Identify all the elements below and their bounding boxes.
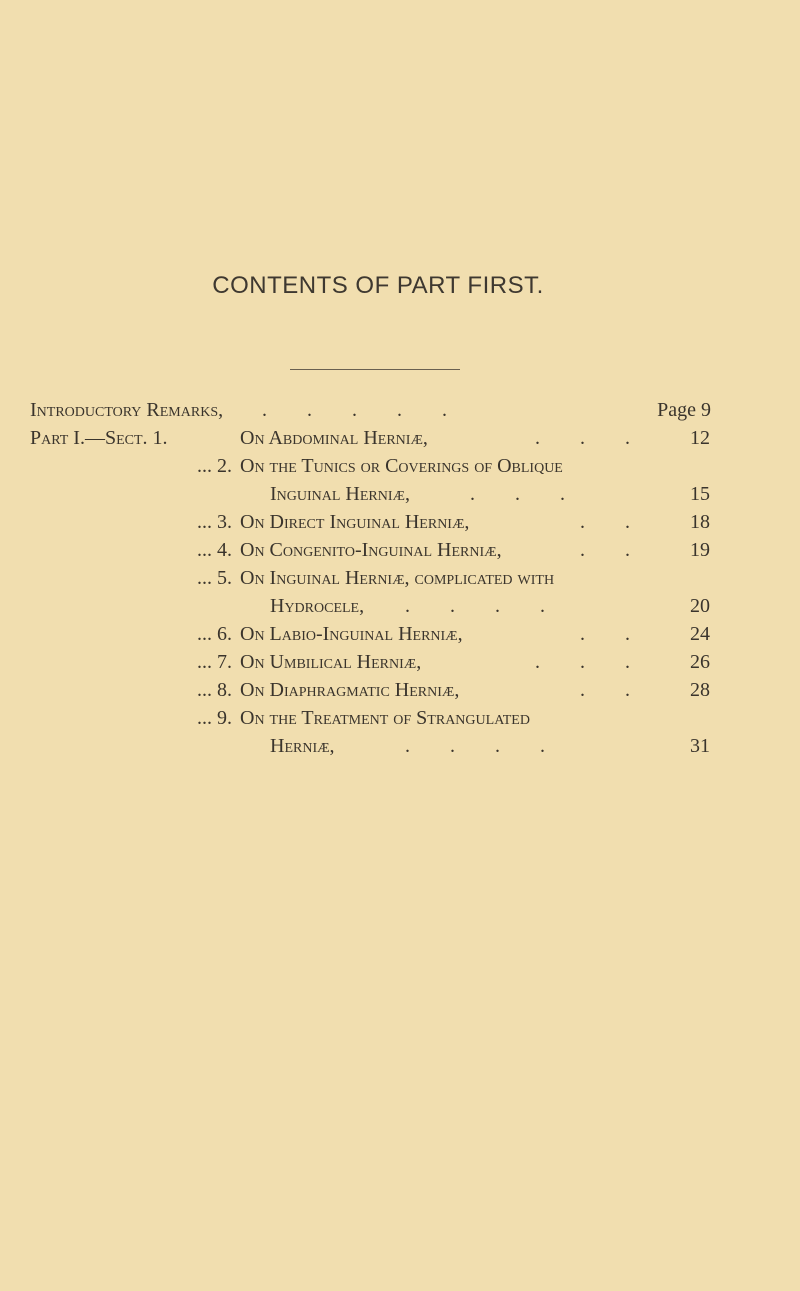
section-number: ... 3. [197, 511, 232, 533]
section-number: ... 6. [197, 623, 232, 645]
divider-rule [290, 369, 460, 370]
entry-title: On Congenito-Inguinal Herniæ, [240, 539, 502, 561]
toc-entry-line [0, 592, 800, 620]
part-section-label: Part I.—Sect. 1. [30, 427, 168, 449]
page-number: Page 9 [657, 399, 711, 421]
page-number: 24 [690, 623, 710, 645]
toc-entry-line [0, 536, 800, 564]
toc-entry-sect-1 [0, 424, 800, 452]
entry-title: On Abdominal Herniæ, [240, 427, 428, 449]
entry-title: Hydrocele, [270, 595, 365, 617]
section-number: ... 4. [197, 539, 232, 561]
page-title: CONTENTS OF PART FIRST. [212, 272, 544, 299]
section-number: ... 5. [197, 567, 232, 589]
toc-entry-line [0, 508, 800, 536]
page-number: 18 [690, 511, 710, 533]
leader-dots: . . [580, 623, 630, 645]
leader-dots: . . . [470, 483, 565, 505]
page-number: 26 [690, 651, 710, 673]
section-number: ... 9. [197, 707, 232, 729]
entry-title: Introductory Remarks, [30, 399, 224, 421]
entry-title: Inguinal Herniæ, [270, 483, 410, 505]
leader-dots: . . [580, 539, 630, 561]
toc-entry-line [0, 620, 800, 648]
leader-dots: . . . [535, 651, 630, 673]
page-number: 31 [690, 735, 710, 757]
leader-dots: . . . . [405, 595, 545, 617]
toc-entry-line [0, 452, 800, 480]
page-number: 20 [690, 595, 710, 617]
section-number: ... 7. [197, 651, 232, 673]
page-number: 19 [690, 539, 710, 561]
section-number: ... 2. [197, 455, 232, 477]
toc-entry-line [0, 676, 800, 704]
leader-dots: . . [580, 679, 630, 701]
leader-dots: . . . [535, 427, 630, 449]
toc-entry-line [0, 480, 800, 508]
toc-entry-line [0, 648, 800, 676]
page-number: 15 [690, 483, 710, 505]
section-number: ... 8. [197, 679, 232, 701]
entry-title: Herniæ, [270, 735, 335, 757]
leader-dots: . . . . . [262, 399, 447, 421]
toc-entry-line [0, 732, 800, 760]
leader-dots: . . [580, 511, 630, 533]
toc-entry-line [0, 564, 800, 592]
toc-entry-introductory [0, 396, 800, 424]
entry-title: On Inguinal Herniæ, complicated with [240, 567, 555, 589]
page-number: 28 [690, 679, 710, 701]
entry-title: On Umbilical Herniæ, [240, 651, 422, 673]
entry-title: On the Treatment of Strangulated [240, 707, 530, 729]
entry-title: On Direct Inguinal Herniæ, [240, 511, 470, 533]
entry-title: On the Tunics or Coverings of Oblique [240, 455, 563, 477]
entry-title: On Diaphragmatic Herniæ, [240, 679, 460, 701]
leader-dots: . . . . [405, 735, 545, 757]
page-number: 12 [690, 427, 710, 449]
toc-entry-line [0, 704, 800, 732]
entry-title: On Labio-Inguinal Herniæ, [240, 623, 463, 645]
